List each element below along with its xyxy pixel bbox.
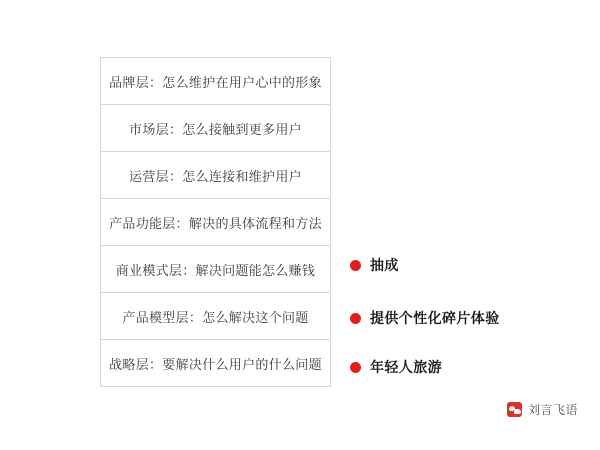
- layer-label: 产品模型层：怎么解决这个问题: [122, 309, 309, 325]
- layer-label: 产品功能层：解决的具体流程和方法: [109, 215, 322, 231]
- bullet-dot-icon: [350, 362, 361, 373]
- bullet-dot-icon: [350, 313, 361, 324]
- watermark-label: 刘言飞语: [527, 403, 578, 417]
- layer-row: [101, 152, 330, 199]
- annotation-item: [350, 357, 442, 377]
- layer-row: [101, 293, 330, 340]
- layer-label: 品牌层：怎么维护在用户心中的形象: [109, 74, 322, 90]
- annotation-item: [350, 308, 500, 328]
- annotation-label: 提供个性化碎片体验: [370, 310, 500, 326]
- layer-label: 运营层：怎么连接和维护用户: [129, 168, 302, 184]
- layer-label: 战略层：要解决什么用户的什么问题: [109, 356, 322, 372]
- watermark: [507, 401, 578, 418]
- layer-row: [101, 105, 330, 152]
- layer-stack: [100, 57, 331, 387]
- annotation-label: 抽成: [370, 257, 399, 273]
- wechat-logo-icon: [507, 402, 522, 417]
- layer-label: 商业模式层：解决问题能怎么赚钱: [115, 262, 316, 278]
- layer-row: [101, 340, 330, 387]
- layer-row: [101, 199, 330, 246]
- bullet-dot-icon: [350, 260, 361, 271]
- layer-label: 市场层：怎么接触到更多用户: [129, 121, 302, 137]
- layer-row: [101, 58, 330, 105]
- layer-row: [101, 246, 330, 293]
- annotation-item: [350, 255, 399, 275]
- annotation-label: 年轻人旅游: [370, 359, 442, 375]
